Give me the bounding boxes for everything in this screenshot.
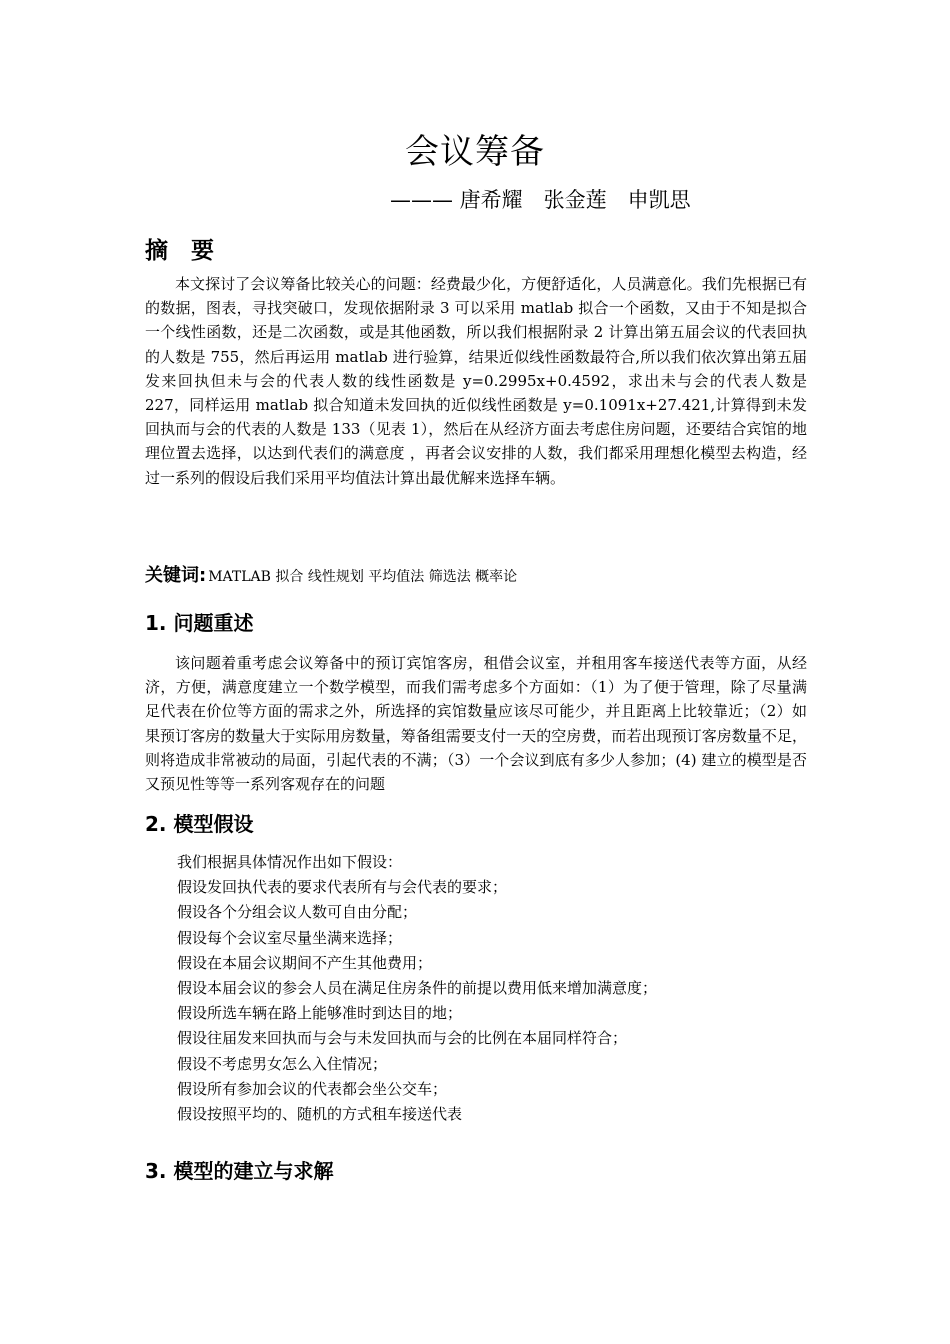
section-heading-model-assumptions: 2. 模型假设 — [145, 812, 254, 836]
paper-title: 会议筹备 — [405, 132, 545, 172]
assumptions-list — [177, 850, 657, 1127]
keywords-label: 关键词: — [145, 565, 207, 586]
section-heading-problem-restatement: 1. 问题重述 — [145, 611, 254, 635]
list-item: 假设按照平均的、随机的方式租车接送代表 — [177, 1105, 463, 1124]
list-item: 假设本届会议的参会人员在满足住房条件的前提以费用低来增加满意度； — [177, 979, 658, 998]
problem-restatement-body: 该问题着重考虑会议筹备中的预订宾馆客房，租借会议室，并租用客车接送代表等方面，从经济，方便，满意度建立一个数学模型，而我们需考虑多个方面如：（1）为了便于管理，除了尽量满足代表在价位等方面的需求之外，所选择的宾馆数量应该尽可能少，并且距离上比较靠近；（2）如果预订客房的数量大于实际用房数量，筹备组需要支付一天的空房费，而若出现预订客房数量不足，则将造成非常被动的局面，引起代表的不满；（3）一个会议到底有多少人参加；(4) 建立的模型是否又预见性等等一系列客观存在的问题 — [145, 654, 807, 794]
author-line: ——— 唐希耀 张金莲 申凯思 — [390, 188, 691, 212]
keywords-text: MATLAB 拟合 线性规划 平均值法 筛选法 概率论 — [208, 569, 518, 585]
list-item: 我们根据具体情况作出如下假设： — [177, 853, 403, 871]
list-item: 假设所选车辆在路上能够准时到达目的地； — [177, 1004, 463, 1023]
section-heading-model-building: 3. 模型的建立与求解 — [145, 1159, 334, 1183]
list-item: 假设每个会议室尽量坐满来选择； — [177, 928, 403, 947]
keywords-line — [145, 563, 517, 590]
list-item: 假设所有参加会议的代表都会坐公交车； — [177, 1079, 448, 1098]
list-item: 假设不考虑男女怎么入住情况； — [177, 1054, 388, 1073]
list-item: 假设在本届会议期间不产生其他费用； — [177, 953, 433, 972]
list-item: 假设发回执代表的要求代表所有与会代表的要求； — [177, 878, 508, 897]
list-item: 假设各个分组会议人数可自由分配； — [177, 903, 418, 922]
abstract-heading: 摘 要 — [145, 238, 214, 264]
list-item: 假设往届发来回执而与会与未发回执而与会的比例在本届同样符合； — [177, 1029, 628, 1048]
abstract-body: 本文探讨了会议筹备比较关心的问题：经费最少化，方便舒适化，人员满意化。我们先根据已有的数据，图表，寻找突破口，发现依据附录 3 可以采用 matlab 拟合一个函数，又由于不知是拟合一个线性函数，还是二次函数，或是其他函数，所以我们根据附录 2 计算出第五届会议的代表回执的人数是 755，然后再运用 matlab 进行验算，结果近似线性函数最符合,所以我们依次算出第五届发来回执但未与会的代表人数的线性函数是 y=0.2995x+0.4592，求出未与会的代表人数是 227，同样运用 matlab 拟合知道未发回执的近似线性函数是 y=0.1091x+27.421,计算得到未发回执而与会的代表的人数是 133（见表 1），然后在从经济方面去考虑住房问题，还要结合宾馆的地理位置去选择，以达到代表们的满意度 ，再者会议安排的人数，我们都采用理想化模型去构造，经过一系列的假设后我们采用平均值法计算出最优解来选择车辆。 — [145, 275, 807, 487]
